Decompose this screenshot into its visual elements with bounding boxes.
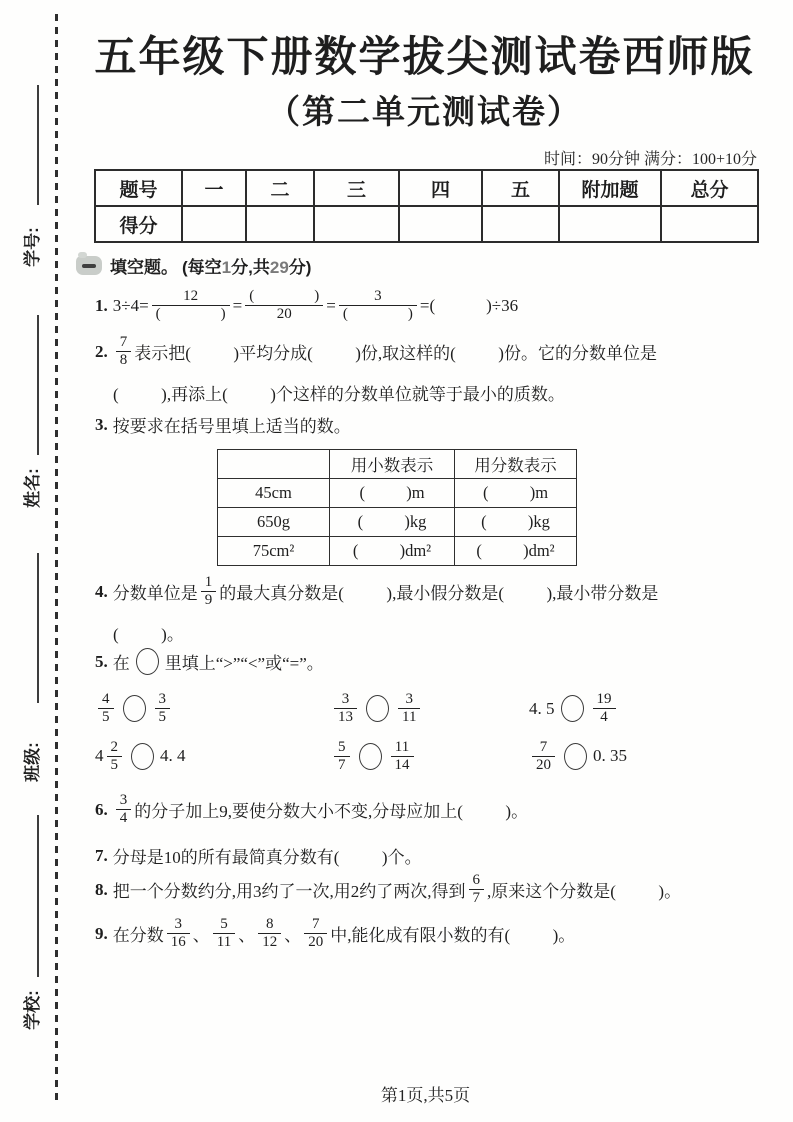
fraction-numerator: 1	[201, 574, 217, 592]
q3-header-cell	[218, 450, 330, 479]
fraction-numerator: 5	[334, 739, 350, 757]
fraction-numerator: 12	[152, 288, 230, 306]
fraction-denominator: 5	[158, 709, 166, 726]
fraction-denominator: ( )	[342, 306, 413, 323]
fraction	[334, 739, 350, 775]
question-text: =( )÷36	[419, 295, 519, 315]
q3-cell: ( )kg	[330, 508, 455, 537]
question-text: 、	[192, 926, 210, 946]
question-text: ( ),再添上( )个这样的分数单位就等于最小的质数。	[113, 384, 565, 404]
score-empty-cell	[559, 206, 661, 242]
question-text: 里填上“>”“<”或“=”。	[164, 654, 324, 673]
question-text: 、	[284, 926, 302, 946]
question-number: 1.	[95, 295, 108, 315]
fraction-numerator: 7	[304, 916, 327, 934]
comparison-circle	[564, 743, 587, 770]
fraction-numerator: 3	[116, 792, 132, 810]
q3-cell: ( )m	[455, 479, 577, 508]
fraction-numerator: 3	[155, 691, 171, 709]
fraction	[201, 574, 217, 610]
fraction	[339, 288, 417, 324]
fraction	[469, 872, 485, 908]
fraction-denominator: 7	[472, 890, 480, 907]
paper-subtitle: （第二单元测试卷）	[267, 93, 582, 130]
comparison-circle	[123, 695, 146, 722]
question-line	[113, 792, 528, 828]
fraction-numerator: 19	[593, 691, 616, 709]
score-empty-cell	[246, 206, 314, 242]
question-text: 4. 4	[160, 746, 186, 766]
fraction-denominator: 9	[204, 592, 213, 609]
fraction-numerator: 5	[213, 916, 235, 934]
section-header	[76, 253, 311, 278]
question-text: ,原来这个分数是( )。	[487, 882, 682, 902]
question-number: 3.	[95, 414, 108, 434]
fraction	[213, 916, 235, 952]
paper-title: 五年级下册数学拔尖测试卷西师版	[94, 33, 755, 80]
fraction-numerator: 8	[258, 916, 281, 934]
score-empty-cell	[482, 206, 559, 242]
question-3	[95, 412, 767, 566]
fraction	[398, 691, 420, 727]
q3-cell: ( )dm²	[330, 537, 455, 566]
q3-header-cell: 用小数表示	[330, 450, 455, 479]
question-line	[113, 843, 422, 868]
fraction-denominator: 20	[536, 756, 551, 773]
fraction-numerator: 3	[334, 691, 357, 709]
fraction	[334, 691, 357, 727]
fraction-denominator: 14	[394, 756, 410, 773]
fraction-numerator: 4	[98, 691, 114, 709]
question-4	[95, 574, 767, 645]
fraction	[593, 691, 616, 727]
fraction	[155, 691, 171, 727]
question-7	[95, 843, 767, 868]
student-id-write-line	[37, 85, 39, 205]
student-id-label: 学号:	[22, 227, 42, 267]
class-label: 班级:	[22, 742, 42, 782]
comparison-circle	[366, 695, 389, 722]
question-text: 在分数	[112, 926, 164, 946]
q3-cell: 45cm	[218, 479, 330, 508]
score-header-cell: 一	[182, 170, 246, 206]
question-text: 中,能化成有限小数的有( )。	[330, 926, 576, 946]
score-header-cell: 五	[482, 170, 559, 206]
fraction-denominator: 12	[262, 934, 278, 951]
fraction-denominator: 16	[170, 934, 186, 951]
question-text: 的最大真分数是( ),最小假分数是( ),最小带分数是	[219, 584, 659, 604]
q3-cell: 75cm²	[218, 537, 330, 566]
q3-cell: 650g	[218, 508, 330, 537]
question-number: 4.	[95, 581, 108, 601]
q3-units-table	[217, 449, 577, 566]
comparison-item	[331, 739, 529, 775]
score-header-cell: 附加题	[559, 170, 661, 206]
comparison-row	[95, 739, 767, 775]
question-line	[113, 620, 767, 645]
comparison-item	[95, 739, 331, 775]
fraction-denominator: 5	[102, 709, 110, 726]
question-line	[113, 872, 681, 908]
question-text: 、	[238, 926, 256, 946]
score-empty-cell	[661, 206, 758, 242]
question-text: 的分子加上9,要使分数大小不变,分母应加上( )。	[134, 802, 529, 822]
question-number: 9.	[95, 923, 108, 943]
question-text: =	[232, 295, 243, 315]
score-row-label: 得分	[95, 206, 182, 242]
q3-cell: ( )dm²	[455, 537, 577, 566]
exam-info: 时间：90分钟 满分：100+10分	[543, 151, 757, 168]
fraction-denominator: 20	[276, 306, 292, 323]
question-text: 分数单位是	[112, 584, 198, 604]
school-write-line	[37, 815, 39, 977]
page-footer: 第1页,共5页	[380, 1086, 471, 1105]
question-5	[95, 648, 767, 774]
comparison-item	[529, 739, 767, 775]
question-text: ( )。	[113, 624, 184, 644]
fraction-numerator: 6	[469, 872, 485, 890]
comparison-circle	[561, 695, 584, 722]
fraction-numerator: 7	[116, 334, 132, 352]
name-write-line	[37, 315, 39, 455]
question-number: 7.	[95, 845, 108, 865]
fraction-denominator: 7	[338, 756, 346, 773]
fraction-denominator: 20	[308, 934, 324, 951]
fraction-denominator: 11	[216, 934, 232, 951]
score-empty-cell	[182, 206, 246, 242]
fraction	[258, 916, 281, 952]
question-text: 4. 5	[529, 698, 555, 718]
question-text: 4	[95, 746, 104, 766]
question-text: =	[326, 295, 336, 315]
name-label: 姓名:	[22, 468, 42, 508]
comparison-circle	[136, 648, 159, 675]
fraction-numerator: 3	[167, 916, 190, 934]
question-text: 把一个分数约分,用3约了一次,用2约了两次,得到	[112, 882, 466, 902]
question-line	[113, 380, 767, 405]
question-text: 表示把( )平均分成( )份,取这样的( )份。它的分数单位是	[134, 344, 657, 364]
score-empty-cell	[314, 206, 399, 242]
question-text: 3÷4=	[112, 295, 149, 315]
fraction-denominator: 13	[338, 709, 353, 726]
q3-header-cell: 用分数表示	[455, 450, 577, 479]
question-number: 8.	[95, 879, 108, 899]
question-number: 2.	[95, 341, 108, 361]
score-header-cell: 三	[314, 170, 399, 206]
question-6	[95, 792, 767, 828]
fraction	[304, 916, 327, 952]
comparison-circle	[131, 743, 154, 770]
question-text: 在	[112, 654, 130, 673]
question-text: 按要求在括号里填上适当的数。	[112, 417, 351, 436]
question-9	[95, 916, 767, 952]
fraction-numerator: 3	[398, 691, 420, 709]
score-header-cell: 题号	[95, 170, 182, 206]
fraction-numerator: 11	[391, 739, 414, 757]
fraction	[98, 691, 114, 727]
section-number-badge-icon	[76, 256, 102, 275]
score-header-cell: 二	[246, 170, 314, 206]
fraction-denominator: 8	[119, 352, 128, 369]
q3-cell: ( )m	[330, 479, 455, 508]
question-number: 5.	[95, 651, 108, 671]
score-table	[94, 169, 759, 243]
question-line	[113, 334, 657, 370]
seal-dashed-line	[55, 14, 58, 1106]
fraction-numerator: 2	[107, 739, 123, 757]
score-header-cell: 总分	[661, 170, 758, 206]
fraction-numerator: ( )	[245, 288, 323, 306]
fraction	[116, 792, 132, 828]
fraction	[107, 739, 123, 775]
fraction-denominator: ( )	[155, 306, 226, 323]
fraction	[167, 916, 190, 952]
fraction	[532, 739, 555, 775]
comparison-circle	[359, 743, 382, 770]
comparison-row	[95, 691, 767, 727]
question-line	[113, 916, 576, 952]
fraction-denominator: 11	[402, 709, 417, 726]
question-2	[95, 334, 767, 405]
q3-cell: ( )kg	[455, 508, 577, 537]
score-empty-cell	[399, 206, 482, 242]
question-line	[113, 288, 518, 324]
section-title: 填空题。	[110, 258, 178, 277]
fraction	[116, 334, 132, 370]
section-note: (每空1分,共29分)	[182, 258, 312, 277]
question-text: 0. 35	[593, 746, 627, 766]
fraction-denominator: 5	[110, 756, 118, 773]
question-number: 6.	[95, 799, 108, 819]
score-header-cell: 四	[399, 170, 482, 206]
comparison-item	[95, 691, 331, 727]
fraction-numerator: 3	[339, 288, 417, 306]
fraction	[391, 739, 414, 775]
fraction-denominator: 4	[119, 810, 128, 827]
question-8	[95, 872, 767, 908]
question-1	[95, 288, 767, 324]
fraction	[245, 288, 323, 324]
school-label: 学校:	[22, 990, 42, 1030]
comparison-item	[529, 691, 767, 727]
fraction	[152, 288, 230, 324]
fraction-numerator: 7	[532, 739, 555, 757]
question-text: 分母是10的所有最简真分数有( )个。	[112, 848, 422, 867]
question-line	[113, 574, 659, 610]
comparison-item	[331, 691, 529, 727]
fraction-denominator: 4	[600, 709, 608, 726]
question-line	[113, 648, 324, 675]
class-write-line	[37, 553, 39, 703]
